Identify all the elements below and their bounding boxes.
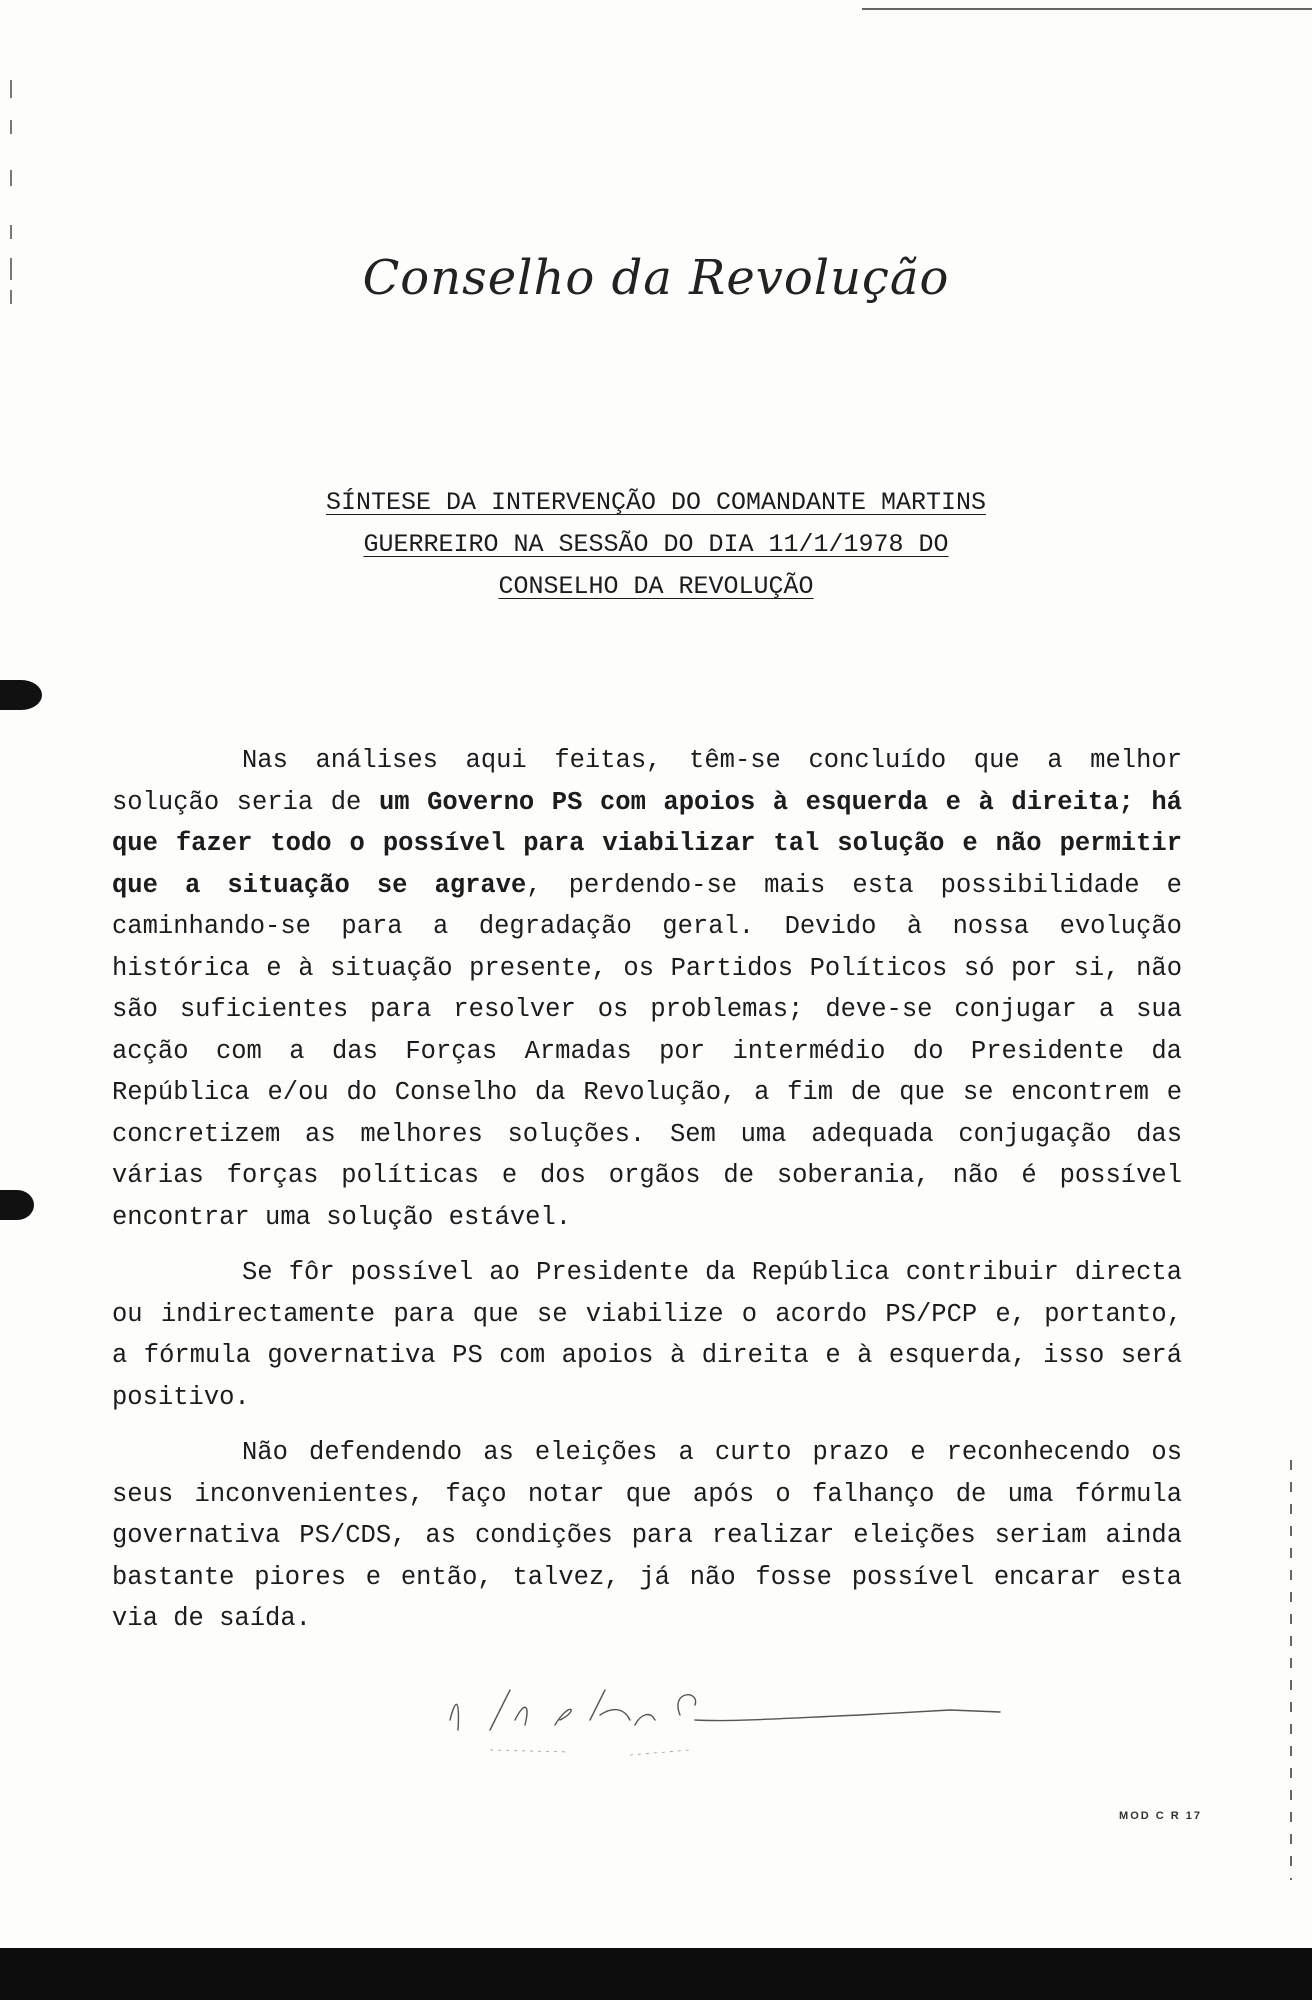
punch-hole xyxy=(0,680,42,710)
title-line-2: GUERREIRO NA SESSÃO DO DIA 11/1/1978 DO xyxy=(363,530,949,559)
document-title xyxy=(0,482,1312,608)
scan-right-edge xyxy=(1290,1460,1292,1880)
paragraph-1: Nas análises aqui feitas, têm-se concluído que a melhor solução seria de um Governo PS com apoios à esquerda e à direita; há que fazer todo o possível para viabilizar tal solução e não permitir que a situação se agrave, perdendo-se mais esta possibilidade e caminhando-se para a degradação geral. Devido à nossa evolução histórica e à situação presente, os Partidos Políticos só por si, não são suficientes para resolver os problemas; deve-se conjugar a sua acção com a das Forças Armadas por intermédio do Presidente da República e/ou do Conselho da Revolução, a fim de que se encontrem e concretizem as melhores soluções. Sem uma adequada conjugação das várias forças políticas e dos orgãos de soberania, não é possível encontrar uma solução estável. xyxy=(112,746,1182,1232)
signature xyxy=(430,1660,1110,1770)
form-code: MOD C R 17 xyxy=(1119,1810,1202,1822)
title-line-1: SÍNTESE DA INTERVENÇÃO DO COMANDANTE MARTINS xyxy=(325,488,987,517)
scan-edge-mark xyxy=(10,225,12,239)
paragraph-2: Se fôr possível ao Presidente da República contribuir directa ou indirectamente para que se viabilize o acordo PS/PCP e, portanto, a fórmula governativa PS com apoios à direita e à esquerda, isso será positivo. xyxy=(112,1258,1182,1412)
bold-emphasis: um Governo PS com apoios à esquerda e à direita; há que fazer todo o possível para viabilizar tal solução e não permitir que a situação se agrave xyxy=(112,787,1182,900)
punch-hole xyxy=(0,1190,34,1220)
scan-top-rule xyxy=(862,8,1312,10)
title-line-3: CONSELHO DA REVOLUÇÃO xyxy=(498,572,814,601)
letterhead: Conselho da Revolução xyxy=(362,250,950,306)
paragraph-3: Não defendendo as eleições a curto prazo e reconhecendo os seus inconvenientes, faço notar que após o falhanço de uma fórmula governativa PS/CDS, as condições para realizar eleições seriam ainda bastante piores e então, talvez, já não fosse possível encarar esta via de saída. xyxy=(112,1438,1182,1633)
scan-bottom-edge xyxy=(0,1948,1312,2000)
scan-edge-mark xyxy=(10,170,12,186)
scan-edge-mark xyxy=(10,80,12,98)
scan-edge-mark xyxy=(10,120,12,134)
document-body xyxy=(112,740,1182,1654)
